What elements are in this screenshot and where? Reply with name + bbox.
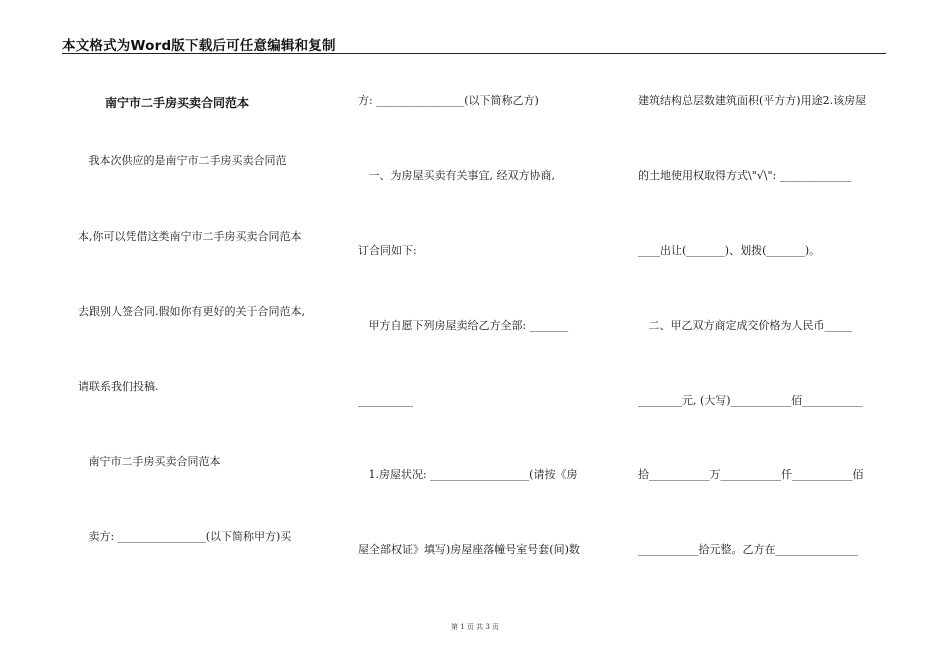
body-line: ____出让(_______)、划拨(_______)。	[638, 244, 821, 257]
body-line: 建筑结构总层数建筑面积(平方方)用途2.该房屋	[638, 94, 867, 107]
body-line: 甲方自愿下列房屋卖给乙方全部: _______	[358, 319, 569, 332]
body-line: 订合同如下:	[358, 244, 417, 257]
body-line: 拾___________万___________仟___________佰	[638, 468, 864, 481]
body-line: 一、为房屋买卖有关事宜, 经双方协商,	[358, 169, 555, 182]
document-title: 南宁市二手房买卖合同范本	[105, 96, 250, 110]
body-line: 的土地使用权取得方式\"√\": _____________	[638, 169, 852, 182]
body-line: 本,你可以凭借这类南宁市二手房买卖合同范本	[78, 230, 302, 243]
body-line: 二、甲乙双方商定成交价格为人民币_____	[638, 319, 852, 332]
body-line: 卖方: ________________(以下简称甲方)买	[78, 530, 292, 543]
column-2	[358, 0, 608, 672]
body-line: ___________拾元整。乙方在_______________	[638, 543, 858, 556]
body-line: 屋全部权证》填写)房屋座落幢号室号套(间)数	[358, 543, 580, 556]
page-number-footer: 第 1 页 共 3 页	[450, 623, 500, 631]
body-line: 南宁市二手房买卖合同范本	[78, 455, 221, 468]
body-line: 请联系我们投稿.	[78, 380, 159, 393]
body-line: 方: ________________(以下简称乙方)	[358, 94, 539, 107]
body-line: 我本次供应的是南宁市二手房买卖合同范	[78, 154, 287, 167]
body-line: 去跟别人签合同.假如你有更好的关于合同范本,	[78, 305, 305, 318]
body-line: ________元, (大写)___________佰___________	[638, 394, 863, 407]
column-3	[638, 0, 888, 672]
page-header-banner: 本文格式为Word版下载后可任意编辑和复制	[62, 38, 336, 54]
column-1	[78, 0, 328, 672]
body-line: 1.房屋状况: __________________(请按《房	[358, 468, 578, 481]
body-line: __________	[358, 394, 413, 407]
